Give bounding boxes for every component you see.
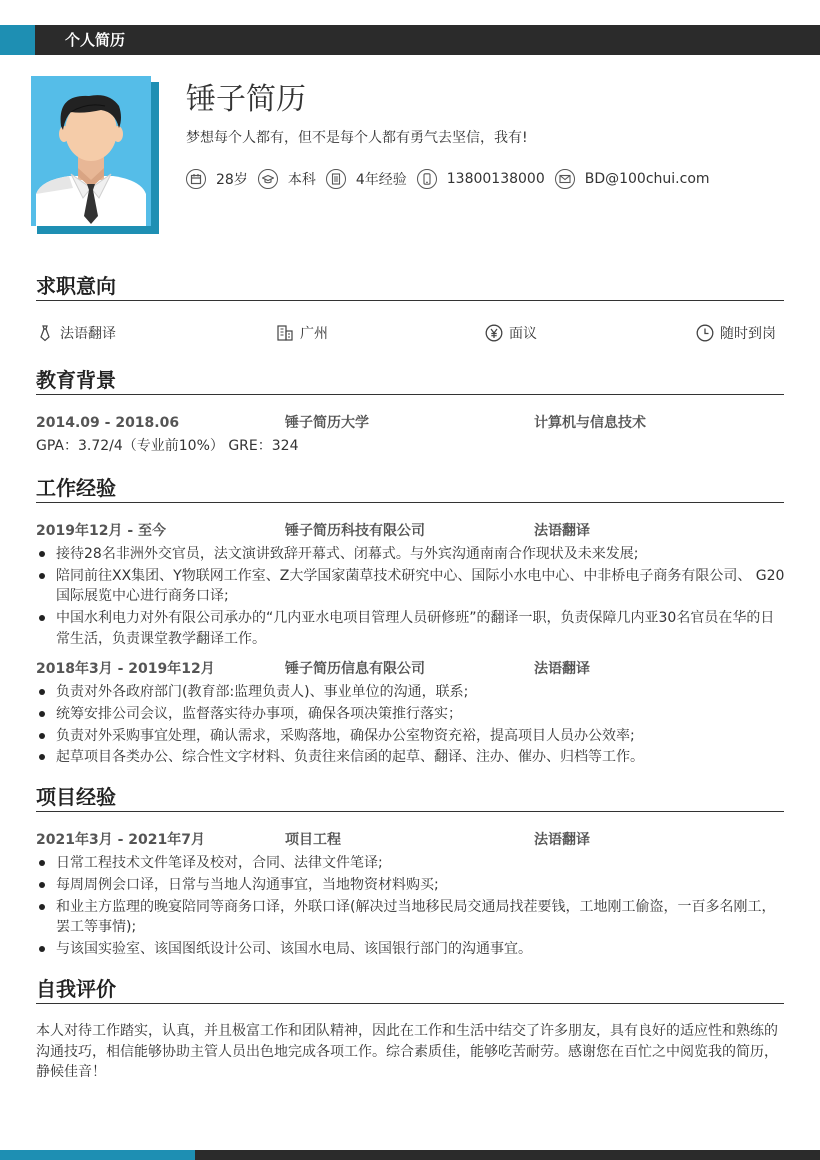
job-period: 2018年3月 - 2019年12月 [36, 661, 215, 677]
job-company: 锤子简历信息有限公司 [285, 661, 425, 677]
list-item: 起草项目各类办公、综合性文字材料、负责往来信函的起草、翻译、注办、催办、归档等工作。 [36, 747, 786, 768]
education-period: 2014.09 - 2018.06 [36, 415, 180, 431]
phone-icon [417, 169, 437, 189]
self-evaluation-text: 本人对待工作踏实，认真，并且极富工作和团队精神，因此在工作和生活中结交了许多朋友，具有良好的适应性和熟练的沟通技巧，相信能够协助主管人员出色地完成各项工作。综合素质佳，能够吃苦耐劳。感谢您在百忙之中阅览我的简历，静候佳音！ [36, 1023, 778, 1080]
education-detail: GPA：3.72/4（专业前10%） GRE：324 [36, 438, 299, 454]
yen-icon [485, 324, 503, 342]
tie-icon [36, 324, 54, 342]
job-role: 法语翻译 [534, 523, 590, 539]
education-school: 锤子简历大学 [285, 415, 369, 431]
building-icon [276, 324, 294, 342]
list-item: 统筹安排公司会议，监督落实待办事项，确保各项决策推行落实； [36, 704, 786, 725]
info-phone-text: 13800138000 [446, 171, 545, 187]
intent-availability [696, 322, 776, 344]
list-item: 负责对外各政府部门(教育部:监理负责人)、事业单位的沟通，联系; [36, 682, 786, 703]
list-item: 负责对外采购事宜处理，确认需求，采购落地，确保办公室物资充裕，提高项目人员办公效率; [36, 726, 786, 747]
mail-icon [555, 169, 575, 189]
banner-title: 个人简历 [65, 31, 126, 49]
top-banner-accent [0, 25, 35, 55]
info-experience [326, 169, 407, 189]
section-divider [36, 502, 784, 503]
calendar-icon [186, 169, 206, 189]
section-divider [36, 300, 784, 301]
job-duties [36, 544, 786, 650]
intent-position [36, 322, 116, 344]
info-experience-text: 4年经验 [355, 172, 407, 188]
section-title-project: 项目经验 [36, 785, 116, 809]
profile-photo-frame [31, 76, 159, 234]
info-degree [258, 169, 316, 189]
job-header [36, 659, 784, 679]
section-divider [36, 1003, 784, 1004]
section-divider [36, 394, 784, 395]
list-item: 接待28名非洲外交官员，法文演讲致辞开幕式、闭幕式。与外宾沟通南南合作现状及未来发展; [36, 544, 786, 565]
intent-salary [485, 322, 537, 344]
clock-icon [696, 324, 714, 342]
intent-city-text: 广州 [300, 326, 328, 342]
top-banner [0, 25, 820, 55]
bottom-banner [0, 1150, 820, 1160]
list-item: 日常工程技术文件笔译及校对，合同、法律文件笔译; [36, 853, 786, 874]
job-role: 法语翻译 [534, 661, 590, 677]
graduation-cap-icon [258, 169, 278, 189]
section-title-work: 工作经验 [36, 476, 116, 500]
section-title-education: 教育背景 [36, 368, 116, 392]
personal-info-row [186, 167, 720, 191]
resume-name: 锤子简历 [186, 82, 306, 117]
education-major: 计算机与信息技术 [534, 415, 646, 431]
job-header [36, 521, 784, 541]
job-period: 2019年12月 - 至今 [36, 523, 167, 539]
info-age [186, 169, 248, 189]
section-title-evaluation: 自我评价 [36, 977, 116, 1001]
project-name: 项目工程 [285, 832, 341, 848]
avatar [31, 76, 151, 226]
intent-salary-text: 面议 [509, 326, 537, 342]
project-role: 法语翻译 [534, 832, 590, 848]
list-item: 中国水利电力对外有限公司承办的“几内亚水电项目管理人员研修班”的翻译一职，负责保障几内亚30名官员在华的日常生活，负责课堂教学翻译工作。 [36, 608, 786, 649]
list-item: 与该国实验室、该国图纸设计公司、该国水电局、该国银行部门的沟通事宜。 [36, 939, 786, 960]
info-phone [417, 169, 545, 189]
list-item: 和业主方监理的晚宴陪同等商务口译，外联口译(解决过当地移民局交通局找茬要钱，工地刚工偷盗，一百多名刚工，罢工等事情); [36, 897, 786, 938]
document-icon [326, 169, 346, 189]
section-title-intent: 求职意向 [36, 274, 116, 298]
intent-availability-text: 随时到岗 [720, 326, 776, 342]
info-email [555, 169, 710, 189]
education-row [36, 413, 784, 433]
info-age-text: 28岁 [216, 172, 248, 188]
section-divider [36, 811, 784, 812]
bottom-banner-accent [0, 1150, 195, 1160]
resume-motto: 梦想每个人都有，但不是每个人都有勇气去坚信，我有! [186, 130, 528, 146]
list-item: 每周周例会口译，日常与当地人沟通事宜，当地物资材料购买; [36, 875, 786, 896]
intent-position-text: 法语翻译 [60, 326, 116, 342]
project-header [36, 830, 784, 850]
info-email-text: BD@100chui.com [584, 171, 710, 187]
job-company: 锤子简历科技有限公司 [285, 523, 425, 539]
project-duties [36, 853, 786, 961]
project-period: 2021年3月 - 2021年7月 [36, 832, 205, 848]
info-degree-text: 本科 [287, 172, 316, 188]
list-item: 陪同前往XX集团、Y物联网工作室、Z大学国家菌草技术研究中心、国际小水电中心、中非桥电子商务有限公司、 G20国际展览中心进行商务口译; [36, 566, 786, 607]
job-duties [36, 682, 786, 769]
intent-city [276, 322, 328, 344]
